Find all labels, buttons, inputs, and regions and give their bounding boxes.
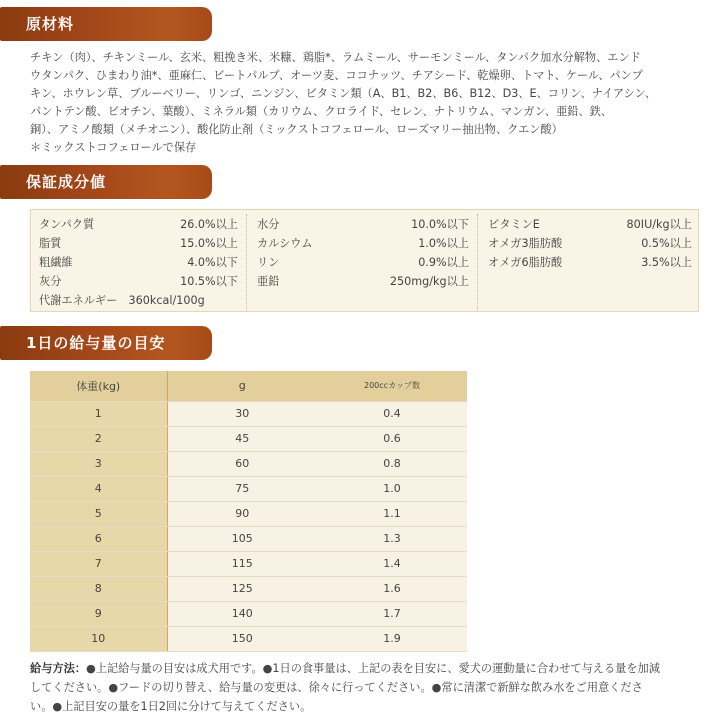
analysis-label: オメガ3脂肪酸	[488, 237, 563, 250]
cell-grams: 30	[167, 401, 317, 426]
cell-weight: 1	[30, 401, 167, 426]
analysis-value: 3.5%以上	[641, 256, 692, 269]
energy-label: 代謝エネルギー 360kcal/100g	[39, 294, 205, 307]
cell-grams: 105	[167, 526, 317, 551]
cell-grams: 60	[167, 451, 317, 476]
table-row	[30, 551, 467, 576]
analysis-row	[249, 233, 477, 252]
analysis-value: 10.5%以下	[180, 275, 238, 288]
cell-cups: 1.0	[317, 476, 467, 501]
ingredients-line: パントテン酸、ビオチン、葉酸）、ミネラル類（カリウム、クロライド、セレン、ナトリウム、マンガン、亜鉛、鉄、	[30, 105, 613, 118]
analysis-row	[249, 214, 477, 233]
analysis-row	[31, 214, 246, 233]
header-weight: 体重(kg)	[30, 371, 167, 401]
analysis-label: カルシウム	[257, 237, 313, 250]
analysis-row	[31, 271, 246, 290]
analysis-value: 4.0%以下	[187, 256, 238, 269]
cell-weight: 8	[30, 576, 167, 601]
analysis-row	[31, 233, 246, 252]
analysis-label: 灰分	[39, 275, 62, 288]
table-row	[30, 526, 467, 551]
ingredients-note: ＊ミックストコフェロールで保存	[30, 141, 197, 154]
analysis-label: タンパク質	[39, 218, 95, 231]
analysis-label: ビタミンE	[488, 218, 540, 231]
cell-cups: 1.9	[317, 626, 467, 651]
analysis-value: 1.0%以上	[418, 237, 469, 250]
table-row	[30, 626, 467, 651]
method-line: してください。●フードの切り替え、給与量の変更は、徐々に行ってください。●常に清潔で新鮮な飲み水をご用意くださ	[30, 681, 643, 694]
analysis-value: 10.0%以下	[411, 218, 469, 231]
ingredients-line: キン、ホウレン草、ブルーベリー、リンゴ、ニンジン、ビタミン類（A、B1、B2、B6、B12、D3、E、コリン、ナイアシン、	[30, 87, 657, 100]
analysis-column-2	[249, 214, 478, 310]
table-row	[30, 476, 467, 501]
analysis-row	[480, 233, 700, 252]
cell-grams: 115	[167, 551, 317, 576]
analysis-label: オメガ6脂肪酸	[488, 256, 563, 269]
analysis-value: 0.9%以上	[418, 256, 469, 269]
table-row	[30, 426, 467, 451]
analysis-heading: 保証成分値	[0, 165, 212, 199]
cell-grams: 45	[167, 426, 317, 451]
cell-grams: 90	[167, 501, 317, 526]
analysis-label: 亜鉛	[257, 275, 280, 288]
cell-grams: 150	[167, 626, 317, 651]
analysis-value: 15.0%以上	[180, 237, 238, 250]
analysis-value: 0.5%以上	[641, 237, 692, 250]
analysis-row	[31, 252, 246, 271]
analysis-row	[249, 252, 477, 271]
table-row	[30, 401, 467, 426]
method-line	[30, 659, 704, 678]
analysis-column-3	[480, 214, 700, 310]
analysis-row	[480, 214, 700, 233]
ingredients-text	[30, 49, 700, 157]
ingredients-line: ウタンパク、ひまわり油*、亜麻仁、ビートパルプ、オーツ麦、ココナッツ、チアシード、乾燥卵、トマト、ケール、パンプ	[30, 69, 643, 82]
ingredients-line: チキン（肉）、チキンミール、玄米、粗挽き米、米糠、鶏脂*、ラムミール、サーモンミール、タンパク加水分解物、エンド	[30, 51, 641, 64]
cell-weight: 5	[30, 501, 167, 526]
cell-cups: 0.4	[317, 401, 467, 426]
analysis-row	[31, 290, 246, 309]
analysis-column-1	[31, 214, 247, 310]
method-label: 給与方法：	[30, 662, 86, 675]
table-row	[30, 451, 467, 476]
table-row	[30, 576, 467, 601]
cell-grams: 75	[167, 476, 317, 501]
analysis-label: 水分	[257, 218, 280, 231]
cell-weight: 4	[30, 476, 167, 501]
cell-cups: 1.1	[317, 501, 467, 526]
table-header-row	[30, 371, 467, 401]
cell-weight: 7	[30, 551, 167, 576]
cell-cups: 1.6	[317, 576, 467, 601]
analysis-value: 250mg/kg以上	[389, 275, 469, 288]
method-text: ●上記給与量の目安は成犬用です。●1日の食事量は、上記の表を目安に、愛犬の運動量に合わせて与える量を加減	[85, 662, 660, 675]
analysis-label: 粗繊維	[39, 256, 73, 269]
cell-cups: 0.8	[317, 451, 467, 476]
cell-weight: 10	[30, 626, 167, 651]
ingredients-line: 銅）、アミノ酸類（メチオニン）、酸化防止剤（ミックストコフェロール、ローズマリー抽出物、クエン酸）	[30, 123, 563, 136]
cell-cups: 1.7	[317, 601, 467, 626]
table-row	[30, 601, 467, 626]
cell-cups: 1.3	[317, 526, 467, 551]
cell-grams: 140	[167, 601, 317, 626]
analysis-row	[249, 271, 477, 290]
method-line: い。●上記目安の量を1日2回に分けて与えてください。	[30, 700, 312, 713]
header-cups: 200ccカップ数	[317, 371, 467, 401]
cell-cups: 0.6	[317, 426, 467, 451]
feeding-method	[30, 659, 704, 716]
analysis-label: リン	[257, 256, 280, 269]
cell-weight: 3	[30, 451, 167, 476]
feeding-table	[30, 371, 467, 652]
table-row	[30, 501, 467, 526]
cell-cups: 1.4	[317, 551, 467, 576]
guaranteed-analysis-box	[30, 209, 699, 312]
analysis-row	[480, 252, 700, 271]
cell-weight: 2	[30, 426, 167, 451]
ingredients-heading: 原材料	[0, 7, 212, 41]
cell-grams: 125	[167, 576, 317, 601]
analysis-value: 80IU/kg以上	[626, 218, 692, 231]
feeding-heading: 1日の給与量の目安	[0, 326, 212, 360]
cell-weight: 9	[30, 601, 167, 626]
analysis-label: 脂質	[39, 237, 62, 250]
header-grams: g	[167, 371, 317, 401]
cell-weight: 6	[30, 526, 167, 551]
analysis-value: 26.0%以上	[180, 218, 238, 231]
